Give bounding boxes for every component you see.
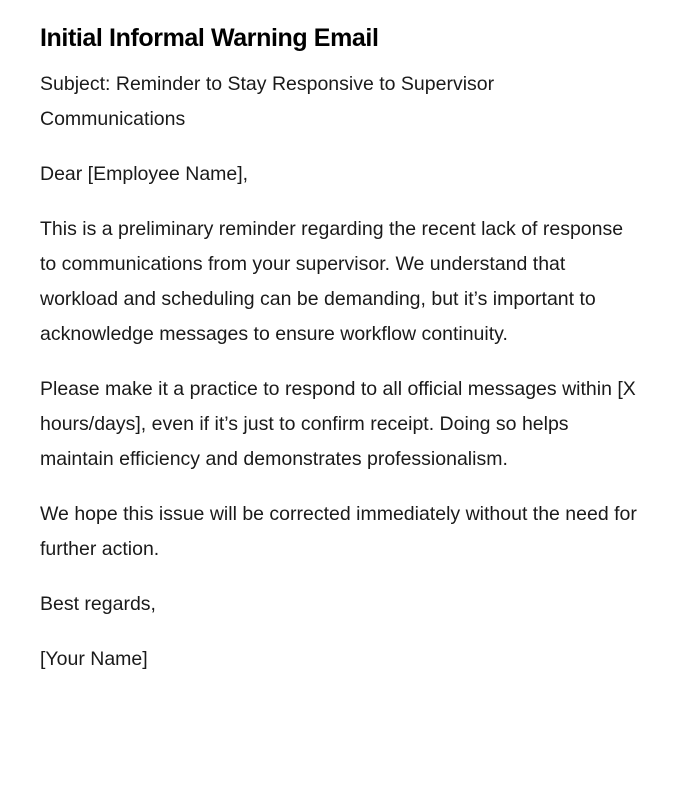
closing: Best regards, bbox=[40, 593, 156, 615]
signature: [Your Name] bbox=[40, 648, 148, 670]
document-title: Initial Informal Warning Email bbox=[40, 24, 379, 52]
body-paragraph: Please make it a practice to respond to all official messages within [X hours/days], even if it’s just to confirm receipt. Doing so helps maintain efficiency and demonstrates professionalism. bbox=[40, 378, 636, 470]
body-paragraph: We hope this issue will be corrected immediately without the need for further action. bbox=[40, 503, 637, 560]
subject-line: Subject: Reminder to Stay Responsive to Supervisor Communications bbox=[40, 73, 495, 130]
salutation: Dear [Employee Name], bbox=[40, 163, 249, 185]
body-paragraph: This is a preliminary reminder regarding the recent lack of response to communications from your supervisor. We understand that workload and scheduling can be demanding, but it’s important to acknowledge messages to ensure workflow continuity. bbox=[40, 218, 624, 345]
